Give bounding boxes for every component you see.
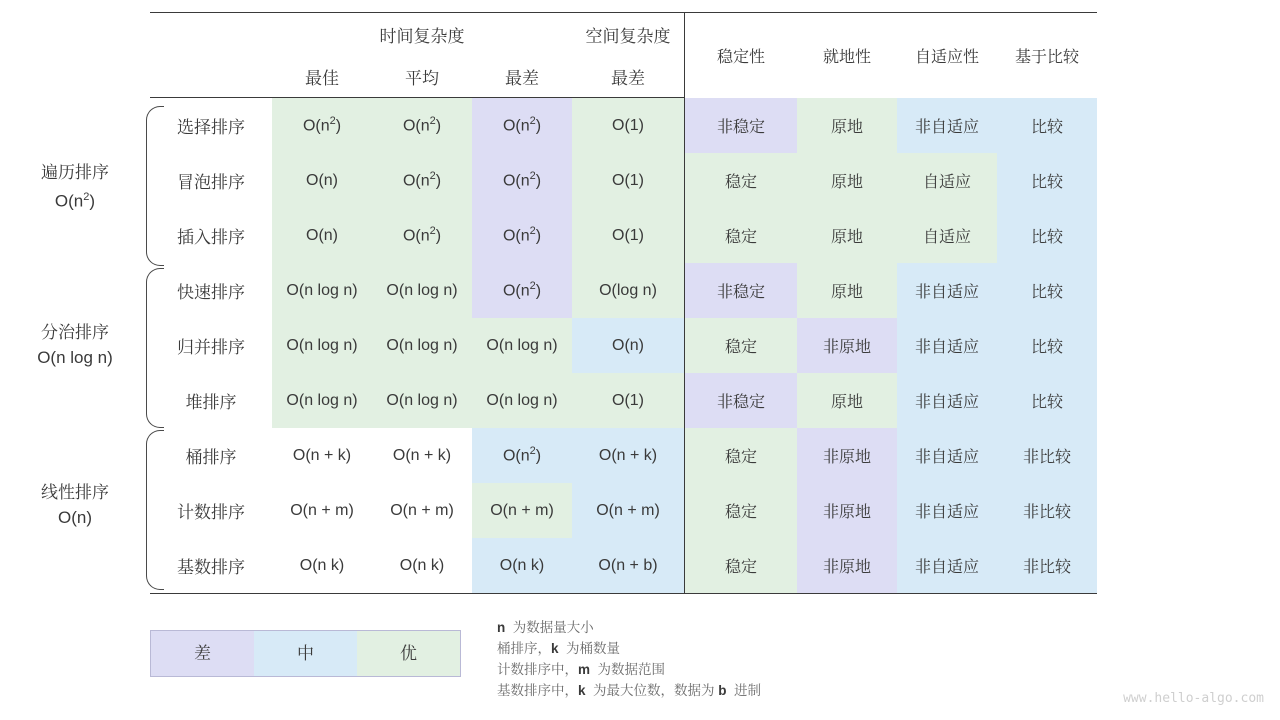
cell-avg: O(n k): [372, 538, 472, 594]
header-empty: [150, 13, 272, 56]
table-row: [150, 428, 1097, 483]
cell-stable: 稳定: [685, 208, 798, 263]
cell-best: O(n log n): [272, 318, 372, 373]
cell-best: O(n): [272, 153, 372, 208]
table-row: [150, 538, 1097, 594]
cell-avg: O(n log n): [372, 263, 472, 318]
row-algorithm-name: 堆排序: [185, 393, 237, 412]
cell-space: O(n): [572, 318, 685, 373]
cell-inplace: 非原地: [797, 538, 897, 594]
cell-inplace: 原地: [797, 373, 897, 428]
group-label-linear: [10, 480, 140, 530]
cell-worst: O(n k): [472, 538, 572, 594]
cell-best: $O(n^2)$: [272, 98, 372, 154]
cell-best: O(n log n): [272, 373, 372, 428]
cell-inplace: 原地: [797, 208, 897, 263]
cell-best: O(n + k): [292, 446, 352, 464]
note-m-counting: 计数排序中，m 为数据范围: [497, 662, 666, 677]
table-row: [150, 98, 1097, 154]
cell-stable: 非稳定: [685, 98, 798, 154]
cell-avg: O(n + m): [390, 501, 454, 519]
note-n: n 为数据量大小: [497, 620, 594, 635]
row-algorithm-name: 基数排序: [150, 538, 272, 594]
table-row: [150, 153, 1097, 208]
cell-avg: O(n + k): [392, 446, 452, 464]
legend-item-poor: 差: [151, 631, 254, 676]
group-title: 分治排序: [41, 323, 109, 342]
group-subtitle: O(n): [58, 508, 92, 527]
cell-worst: $O(n^2)$: [472, 153, 572, 208]
row-algorithm-name: 计数排序: [177, 503, 245, 522]
header-best: 最佳: [272, 55, 372, 98]
header-time-complexity: 时间复杂度: [272, 13, 572, 56]
cell-stable: 稳定: [685, 483, 798, 538]
complexity-table: [150, 12, 1097, 594]
note-k-bucket: 桶排序，k 为桶数量: [497, 641, 621, 656]
header-space-worst: 最差: [572, 55, 685, 98]
legend-item-good: 优: [357, 631, 460, 676]
table-row: [150, 208, 1097, 263]
group-title: 遍历排序: [41, 163, 109, 182]
cell-comparison: 比较: [997, 318, 1097, 373]
cell-avg: $O(n^2)$: [372, 208, 472, 263]
cell-avg: $O(n^2)$: [372, 98, 472, 154]
cell-inplace: 原地: [797, 153, 897, 208]
cell-stable: 稳定: [685, 428, 798, 483]
cell-avg: $O(n^2)$: [372, 153, 472, 208]
table-row: [150, 263, 1097, 318]
cell-adaptive: 自适应: [897, 153, 997, 208]
cell-worst: O(n + m): [472, 483, 572, 538]
cell-comparison: 比较: [997, 98, 1097, 154]
row-algorithm-name: 冒泡排序: [177, 173, 245, 192]
row-algorithm-name: 插入排序: [177, 228, 245, 247]
table-header-top: [150, 13, 1097, 56]
cell-inplace: 原地: [797, 263, 897, 318]
cell-adaptive: 自适应: [897, 208, 997, 263]
cell-space: O(1): [572, 373, 685, 428]
cell-worst: $O(n^2)$: [472, 428, 572, 483]
cell-best: O(n k): [272, 538, 372, 594]
group-label-divide: [10, 320, 140, 370]
cell-space: O(1): [572, 98, 685, 154]
cell-space: O(n + m): [572, 483, 685, 538]
cell-adaptive: 非自适应: [897, 263, 997, 318]
cell-space: O(1): [572, 208, 685, 263]
cell-worst: $O(n^2)$: [472, 263, 572, 318]
row-algorithm-name: 选择排序: [177, 118, 245, 137]
cell-inplace: 非原地: [797, 318, 897, 373]
cell-stable: 稳定: [685, 318, 798, 373]
header-adaptive: 自适应性: [897, 13, 997, 98]
header-inplace: 就地性: [797, 13, 897, 98]
cell-stable: 稳定: [685, 538, 798, 594]
cell-space: O(1): [572, 153, 685, 208]
cell-comparison: 非比较: [997, 428, 1097, 483]
table-row: [150, 318, 1097, 373]
group-label-traversal: [10, 160, 140, 214]
notes-block: [497, 617, 761, 701]
cell-adaptive: 非自适应: [897, 98, 997, 154]
table-body: [150, 98, 1097, 594]
cell-adaptive: 非自适应: [897, 428, 997, 483]
cell-worst: O(n log n): [472, 373, 572, 428]
cell-best: O(n log n): [272, 263, 372, 318]
cell-avg: O(n log n): [372, 318, 472, 373]
cell-adaptive: 非自适应: [897, 373, 997, 428]
cell-adaptive: 非自适应: [897, 483, 997, 538]
cell-comparison: 比较: [997, 373, 1097, 428]
cell-comparison: 非比较: [997, 538, 1097, 594]
cell-stable: 稳定: [685, 153, 798, 208]
group-title: 线性排序: [41, 483, 109, 502]
cell-adaptive: 非自适应: [897, 538, 997, 594]
cell-comparison: 比较: [997, 208, 1097, 263]
cell-worst: $O(n^2)$: [472, 208, 572, 263]
cell-inplace: 非原地: [797, 483, 897, 538]
table-row: [150, 373, 1097, 428]
note-k-radix: 基数排序中，k 为最大位数，数据为 b 进制: [497, 683, 762, 698]
cell-stable: 非稳定: [685, 373, 798, 428]
legend-item-medium: 中: [254, 631, 357, 676]
header-stability: 稳定性: [685, 13, 798, 98]
header-worst: 最差: [472, 55, 572, 98]
group-subtitle: O(n log n): [37, 348, 113, 367]
header-comparison: 基于比较: [997, 13, 1097, 98]
header-space-complexity: 空间复杂度: [572, 13, 685, 56]
cell-inplace: 原地: [797, 98, 897, 154]
row-algorithm-name: 桶排序: [185, 448, 237, 467]
cell-adaptive: 非自适应: [897, 318, 997, 373]
cell-best: O(n + m): [290, 501, 354, 519]
cell-avg: O(n log n): [372, 373, 472, 428]
watermark: www.hello-algo.com: [1123, 691, 1264, 706]
cell-space: O(log n): [572, 263, 685, 318]
cell-best: O(n): [272, 208, 372, 263]
cell-stable: 非稳定: [685, 263, 798, 318]
cell-inplace: 非原地: [797, 428, 897, 483]
cell-worst: $O(n^2)$: [472, 98, 572, 154]
cell-comparison: 比较: [997, 263, 1097, 318]
cell-space: O(n + k): [572, 428, 685, 483]
group-subtitle: $O(n^2)$: [54, 191, 96, 211]
table-row: [150, 483, 1097, 538]
row-algorithm-name: 快速排序: [177, 283, 245, 302]
cell-worst: O(n log n): [472, 318, 572, 373]
cell-space: O(n + b): [572, 538, 685, 594]
cell-comparison: 非比较: [997, 483, 1097, 538]
cell-comparison: 比较: [997, 153, 1097, 208]
header-average: 平均: [372, 55, 472, 98]
legend: [150, 630, 461, 677]
row-algorithm-name: 归并排序: [177, 338, 245, 357]
header-empty-2: [150, 55, 272, 98]
